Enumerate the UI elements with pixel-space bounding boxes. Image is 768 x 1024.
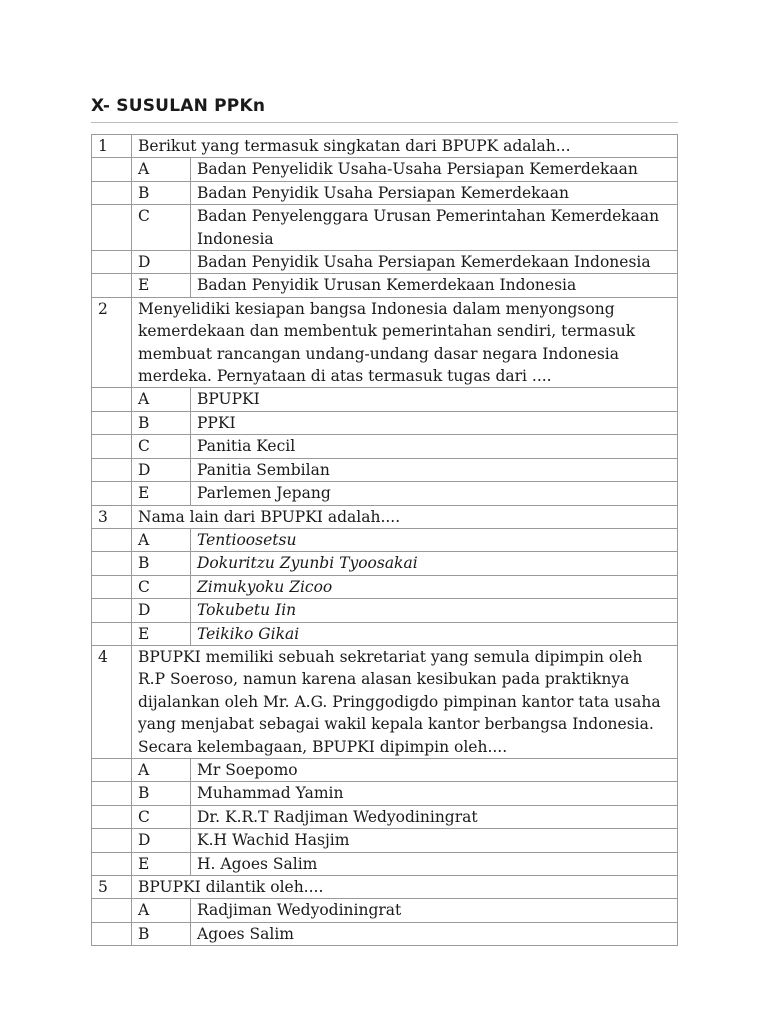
- question-text: BPUPKI memiliki sebuah sekretariat yang semula dipimpin oleh R.P Soeroso, namun karena alasan kesibukan pada praktiknya dijalankan oleh Mr. A.G. Pringgodigdo pimpinan kantor tata usaha yang menjabat sebagai wakil kepala kantor berbangsa Indonesia. Secara kelembagaan, BPUPKI dipimpin oleh....: [132, 645, 678, 758]
- option-row: [92, 922, 678, 945]
- option-text: Dr. K.R.T Radjiman Wedyodiningrat: [191, 805, 678, 828]
- option-row: [92, 575, 678, 598]
- option-text: Teikiko Gikai: [191, 622, 678, 645]
- question-number: 2: [92, 297, 132, 388]
- option-letter: B: [132, 181, 191, 204]
- option-row: [92, 274, 678, 297]
- option-spacer-cell: [92, 251, 132, 274]
- question-text: Nama lain dari BPUPKI adalah....: [132, 505, 678, 528]
- option-text: H. Agoes Salim: [191, 852, 678, 875]
- option-row: [92, 829, 678, 852]
- option-spacer-cell: [92, 552, 132, 575]
- option-spacer-cell: [92, 458, 132, 481]
- option-letter: E: [132, 482, 191, 505]
- option-letter: A: [132, 899, 191, 922]
- option-row: [92, 758, 678, 781]
- option-letter: E: [132, 274, 191, 297]
- option-letter: C: [132, 805, 191, 828]
- title-underline: [91, 122, 678, 123]
- option-text: Badan Penyidik Usaha Persiapan Kemerdekaan: [191, 181, 678, 204]
- option-text: Panitia Kecil: [191, 435, 678, 458]
- option-letter: C: [132, 575, 191, 598]
- option-spacer-cell: [92, 158, 132, 181]
- question-text: Berikut yang termasuk singkatan dari BPUPK adalah...: [132, 135, 678, 158]
- question-row: [92, 876, 678, 899]
- question-number: 1: [92, 135, 132, 158]
- option-spacer-cell: [92, 758, 132, 781]
- option-spacer-cell: [92, 899, 132, 922]
- option-spacer-cell: [92, 388, 132, 411]
- option-row: [92, 552, 678, 575]
- option-row: [92, 782, 678, 805]
- option-text: K.H Wachid Hasjim: [191, 829, 678, 852]
- option-spacer-cell: [92, 922, 132, 945]
- question-table: [91, 134, 678, 946]
- option-row: [92, 205, 678, 251]
- option-letter: B: [132, 922, 191, 945]
- option-letter: B: [132, 411, 191, 434]
- option-spacer-cell: [92, 411, 132, 434]
- option-text: Badan Penyelidik Usaha-Usaha Persiapan Kemerdekaan: [191, 158, 678, 181]
- option-text: Tokubetu Iin: [191, 599, 678, 622]
- option-text: Badan Penyidik Urusan Kemerdekaan Indonesia: [191, 274, 678, 297]
- option-text: Mr Soepomo: [191, 758, 678, 781]
- option-letter: D: [132, 599, 191, 622]
- option-text: Radjiman Wedyodiningrat: [191, 899, 678, 922]
- option-letter: C: [132, 205, 191, 251]
- option-spacer-cell: [92, 782, 132, 805]
- option-text: Badan Penyelenggara Urusan Pemerintahan Kemerdekaan Indonesia: [191, 205, 678, 251]
- question-row: [92, 297, 678, 388]
- option-letter: D: [132, 251, 191, 274]
- question-table-body: [92, 135, 678, 946]
- option-row: [92, 458, 678, 481]
- question-row: [92, 135, 678, 158]
- option-spacer-cell: [92, 205, 132, 251]
- option-letter: A: [132, 158, 191, 181]
- option-row: [92, 852, 678, 875]
- document-title: X- SUSULAN PPKn: [91, 96, 266, 116]
- question-text: Menyelidiki kesiapan bangsa Indonesia dalam menyongsong kemerdekaan dan membentuk pemerintahan sendiri, termasuk membuat rancangan undang-undang dasar negara Indonesia merdeka. Pernyataan di atas termasuk tugas dari ....: [132, 297, 678, 388]
- option-letter: C: [132, 435, 191, 458]
- option-row: [92, 158, 678, 181]
- question-number: 4: [92, 645, 132, 758]
- option-row: [92, 899, 678, 922]
- option-row: [92, 599, 678, 622]
- option-text: Panitia Sembilan: [191, 458, 678, 481]
- option-spacer-cell: [92, 599, 132, 622]
- option-row: [92, 388, 678, 411]
- option-row: [92, 251, 678, 274]
- option-text: Tentioosetsu: [191, 528, 678, 551]
- option-spacer-cell: [92, 805, 132, 828]
- option-spacer-cell: [92, 274, 132, 297]
- option-letter: E: [132, 852, 191, 875]
- option-row: [92, 181, 678, 204]
- option-letter: D: [132, 458, 191, 481]
- question-row: [92, 645, 678, 758]
- option-spacer-cell: [92, 528, 132, 551]
- option-text: Agoes Salim: [191, 922, 678, 945]
- option-letter: A: [132, 758, 191, 781]
- option-text: Muhammad Yamin: [191, 782, 678, 805]
- option-letter: B: [132, 552, 191, 575]
- option-row: [92, 528, 678, 551]
- option-text: BPUPKI: [191, 388, 678, 411]
- option-spacer-cell: [92, 829, 132, 852]
- option-spacer-cell: [92, 435, 132, 458]
- option-letter: A: [132, 528, 191, 551]
- question-text: BPUPKI dilantik oleh....: [132, 876, 678, 899]
- option-text: Zimukyoku Zicoo: [191, 575, 678, 598]
- option-row: [92, 411, 678, 434]
- option-spacer-cell: [92, 622, 132, 645]
- option-letter: D: [132, 829, 191, 852]
- option-letter: E: [132, 622, 191, 645]
- option-letter: A: [132, 388, 191, 411]
- question-number: 5: [92, 876, 132, 899]
- option-text: Dokuritzu Zyunbi Tyoosakai: [191, 552, 678, 575]
- option-spacer-cell: [92, 852, 132, 875]
- option-spacer-cell: [92, 181, 132, 204]
- option-text: Badan Penyidik Usaha Persiapan Kemerdekaan Indonesia: [191, 251, 678, 274]
- option-spacer-cell: [92, 575, 132, 598]
- option-text: PPKI: [191, 411, 678, 434]
- option-spacer-cell: [92, 482, 132, 505]
- question-row: [92, 505, 678, 528]
- option-text: Parlemen Jepang: [191, 482, 678, 505]
- option-row: [92, 482, 678, 505]
- question-number: 3: [92, 505, 132, 528]
- option-row: [92, 805, 678, 828]
- option-letter: B: [132, 782, 191, 805]
- option-row: [92, 435, 678, 458]
- option-row: [92, 622, 678, 645]
